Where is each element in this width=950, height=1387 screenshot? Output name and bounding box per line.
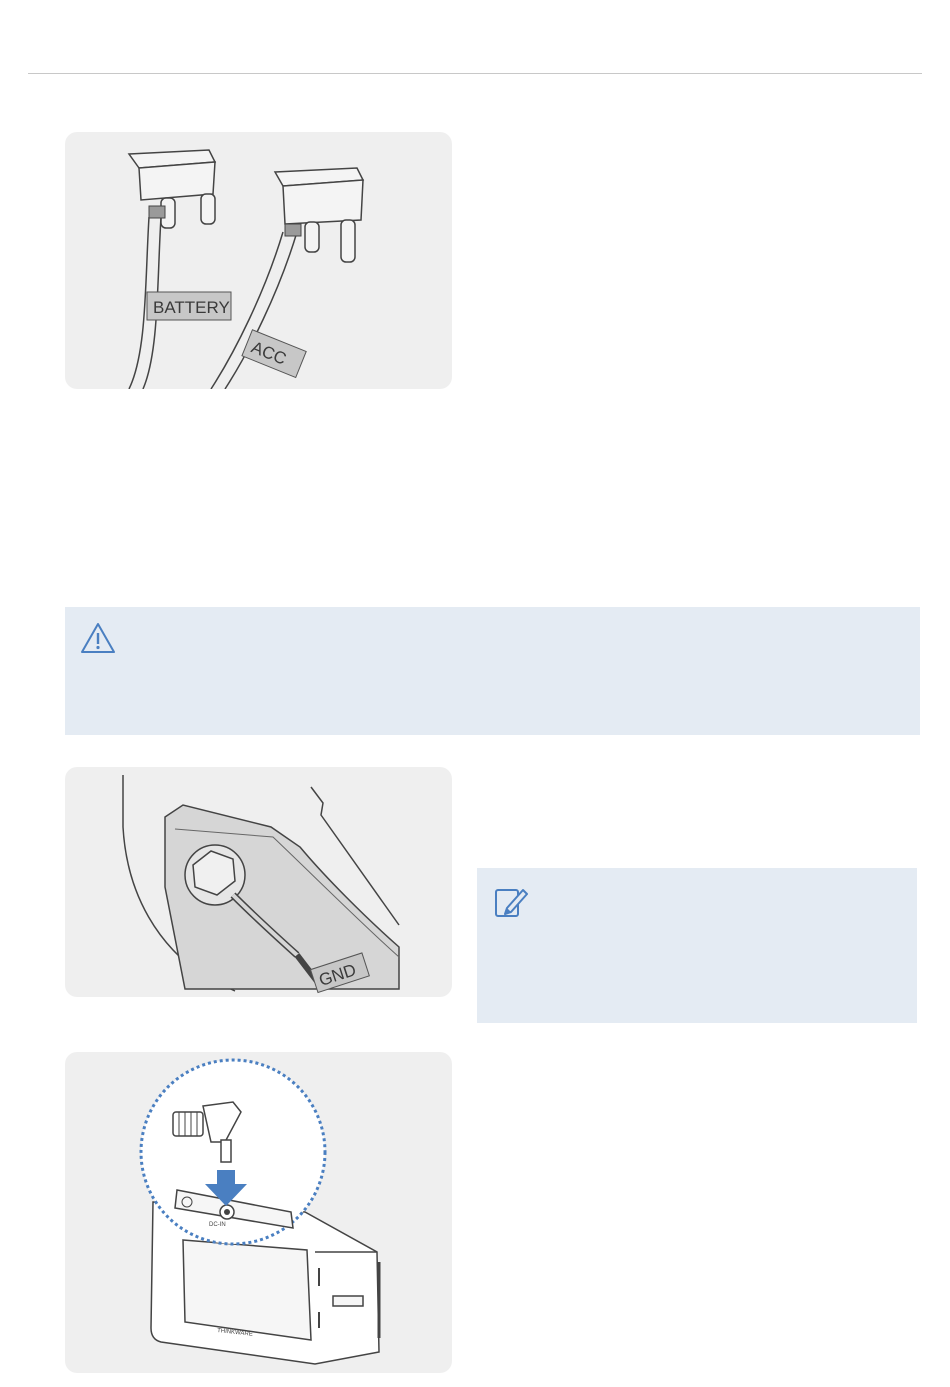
caution-callout — [65, 607, 920, 735]
battery-label: BATTERY — [153, 298, 230, 317]
fuse-figure — [65, 132, 452, 389]
header-divider — [28, 73, 922, 74]
gnd-label: GND — [316, 960, 359, 990]
acc-label: ACC — [248, 337, 290, 369]
ground-figure — [65, 767, 452, 997]
dc-in-label: DC-IN — [209, 1222, 226, 1228]
acc-tag — [242, 330, 306, 378]
dc-in-figure — [65, 1052, 452, 1373]
battery-tag — [147, 292, 231, 320]
brand-label: THINKWARE — [216, 1328, 254, 1338]
note-callout — [477, 868, 917, 1023]
warning-triangle-icon — [78, 621, 118, 657]
pencil-note-icon — [493, 884, 529, 920]
